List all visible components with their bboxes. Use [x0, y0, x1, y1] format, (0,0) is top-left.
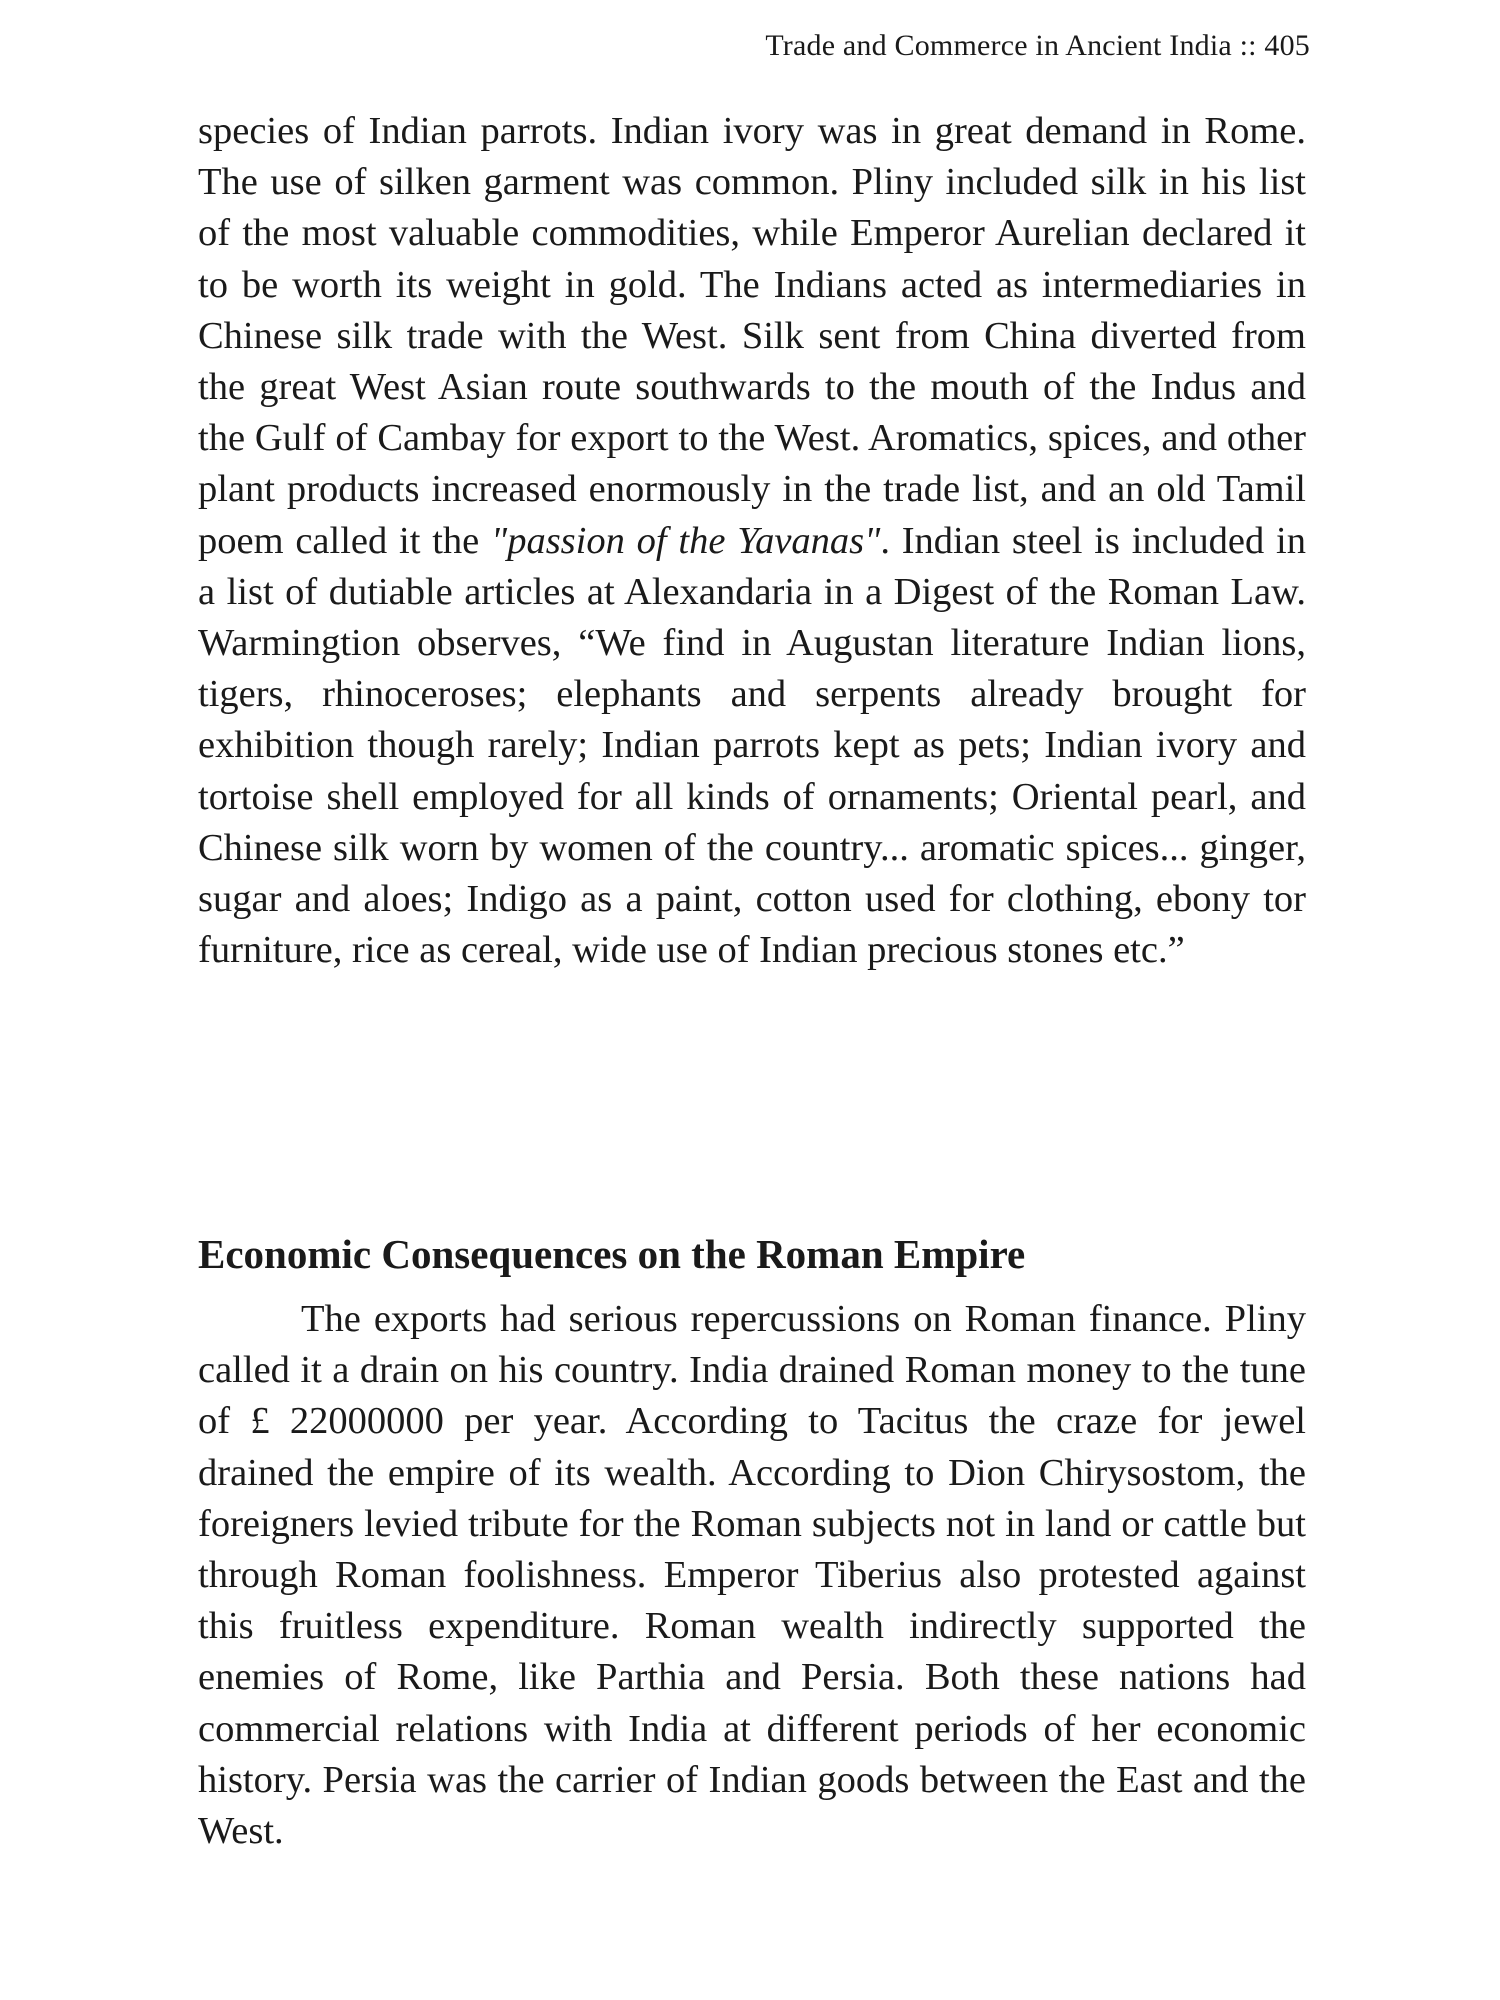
running-head: Trade and Commerce in Ancient India :: 405 [765, 29, 1310, 62]
paragraph-text-part: species of Indian parrots. Indian ivory was in great demand in Rome. The use of silken garment was common. Pliny included silk in his list of the most valuable commodities, while Emperor Aurelian declared it to be worth its weight in gold. The Indians acted as intermediaries in Chinese silk trade with the West. Silk sent from China diverted from the great West Asian route southwards to the mouth of the Indus and the Gulf of Cambay for export to the West. Aromatics, spices, and other plant products increased enormously in the trade list, and an old Tamil poem called it the [198, 110, 1306, 562]
paragraph-trade-goods [198, 106, 1306, 976]
paragraph-text-part: . Indian steel is included in a list of dutiable articles at Alexandaria in a Digest of the Roman Law. Warmingtion observes, “We find in Augustan literature Indian lions, tigers, rhinoceroses; elephants and serpents already brought for exhibition though rarely; Indian parrots kept as pets; Indian ivory and tortoise shell employed for all kinds of ornaments; Oriental pearl, and Chinese silk worn by women of the country... aromatic spices... ginger, sugar and aloes; Indigo as a paint, cotton used for clothing, ebony tor furniture, rice as cereal, wide use of Indian precious stones etc.” [198, 519, 1306, 972]
section-heading: Economic Consequences on the Roman Empire [198, 1231, 1026, 1277]
italic-quote-passion-of-the-yavanas: "passion of the Yavanas" [491, 519, 881, 562]
paragraph-economic-consequences: The exports had serious repercussions on Roman finance. Pliny called it a drain on his country. India drained Roman money to the tune of £ 22000000 per year. According to Tacitus the craze for jewel drained the empire of its wealth. According to Dion Chirysostom, the foreigners levied tribute for the Roman subjects not in land or cattle but through Roman foolishness. Emperor Tiberius also protested against this fruitless expenditure. Roman wealth indirectly supported the enemies of Rome, like Parthia and Persia. Both these nations had commercial relations with India at different periods of her economic history. Persia was the carrier of Indian goods between the East and the West. [198, 1298, 1306, 1853]
